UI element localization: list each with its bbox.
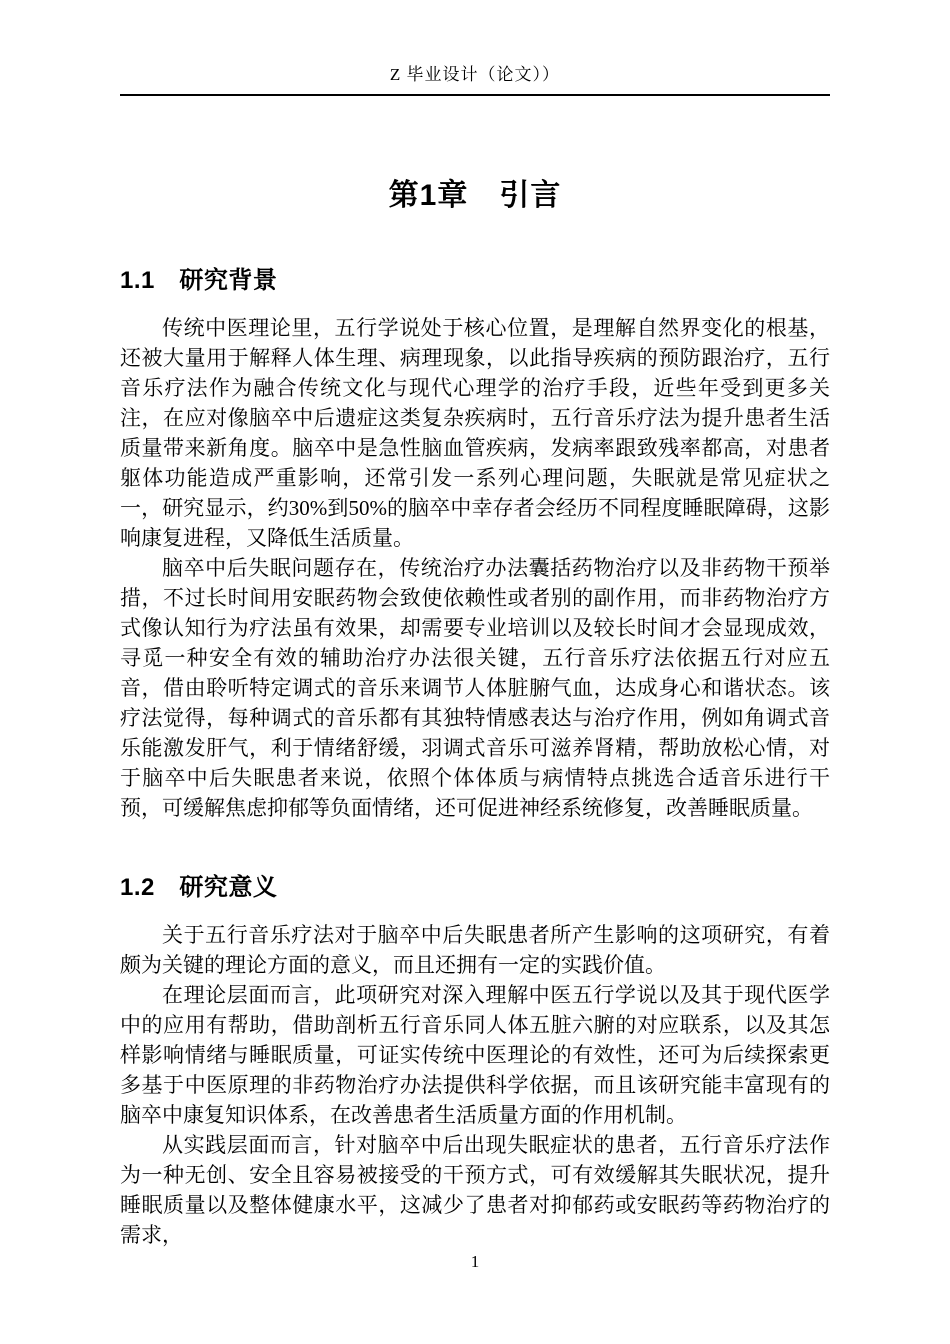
page-footer	[0, 1252, 950, 1272]
page-number: 1	[470, 1252, 480, 1271]
paragraph-significance-2: 在理论层面而言，此项研究对深入理解中医五行学说以及其于现代医学中的应用有帮助，借助剖析五行音乐同人体五脏六腑的对应联系，以及其怎样影响情绪与睡眠质量，可证实传统中医理论的有效性，还可为后续探索更多基于中医原理的非药物治疗办法提供科学依据，而且该研究能丰富现有的脑卒中康复知识体系，在改善患者生活质量方面的作用机制。	[120, 983, 830, 1127]
section-heading-1-2: 1.2 研究意义	[120, 874, 278, 901]
paragraph-significance-3: 从实践层面而言，针对脑卒中后出现失眠症状的患者，五行音乐疗法作为一种无创、安全且容易被接受的干预方式，可有效缓解其失眠状况，提升睡眠质量以及整体健康水平，这减少了患者对抑郁药或安眠药等药物治疗的需求，	[120, 1133, 830, 1247]
running-header	[120, 60, 830, 96]
section-heading-1-1: 1.1 研究背景	[120, 267, 278, 294]
paragraph-background-1: 传统中医理论里，五行学说处于核心位置，是理解自然界变化的根基，还被大量用于解释人体生理、病理现象，以此指导疾病的预防跟治疗，五行音乐疗法作为融合传统文化与现代心理学的治疗手段，近些年受到更多关注，在应对像脑卒中后遗症这类复杂疾病时，五行音乐疗法为提升患者生活质量带来新角度。脑卒中是急性脑血管疾病，发病率跟致残率都高，对患者躯体功能造成严重影响，还常引发一系列心理问题，失眠就是常见症状之一，研究显示，约30%到50%的脑卒中幸存者会经历不同程度睡眠障碍，这影响康复进程，又降低生活质量。	[120, 316, 830, 550]
document-body	[120, 142, 830, 1250]
running-header-text: Z 毕业设计（论文））	[389, 65, 561, 84]
paragraph-significance-1: 关于五行音乐疗法对于脑卒中后失眠患者所产生影响的这项研究，有着颇为关键的理论方面的意义，而且还拥有一定的实践价值。	[120, 923, 830, 977]
paragraph-background-2: 脑卒中后失眠问题存在，传统治疗办法囊括药物治疗以及非药物干预举措，不过长时间用安眠药物会致使依赖性或者别的副作用，而非药物治疗方式像认知行为疗法虽有效果，却需要专业培训以及较长时间才会显现成效，寻觅一种安全有效的辅助治疗办法很关键，五行音乐疗法依据五行对应五音，借由聆听特定调式的音乐来调节人体脏腑气血，达成身心和谐状态。该疗法觉得，每种调式的音乐都有其独特情感表达与治疗作用，例如角调式音乐能激发肝气，利于情绪舒缓，羽调式音乐可滋养肾精，帮助放松心情，对于脑卒中后失眠患者来说，依照个体体质与病情特点挑选合适音乐进行干预，可缓解焦虑抑郁等负面情绪，还可促进神经系统修复，改善睡眠质量。	[120, 556, 830, 820]
chapter-title: 第1章 引言	[388, 179, 562, 212]
